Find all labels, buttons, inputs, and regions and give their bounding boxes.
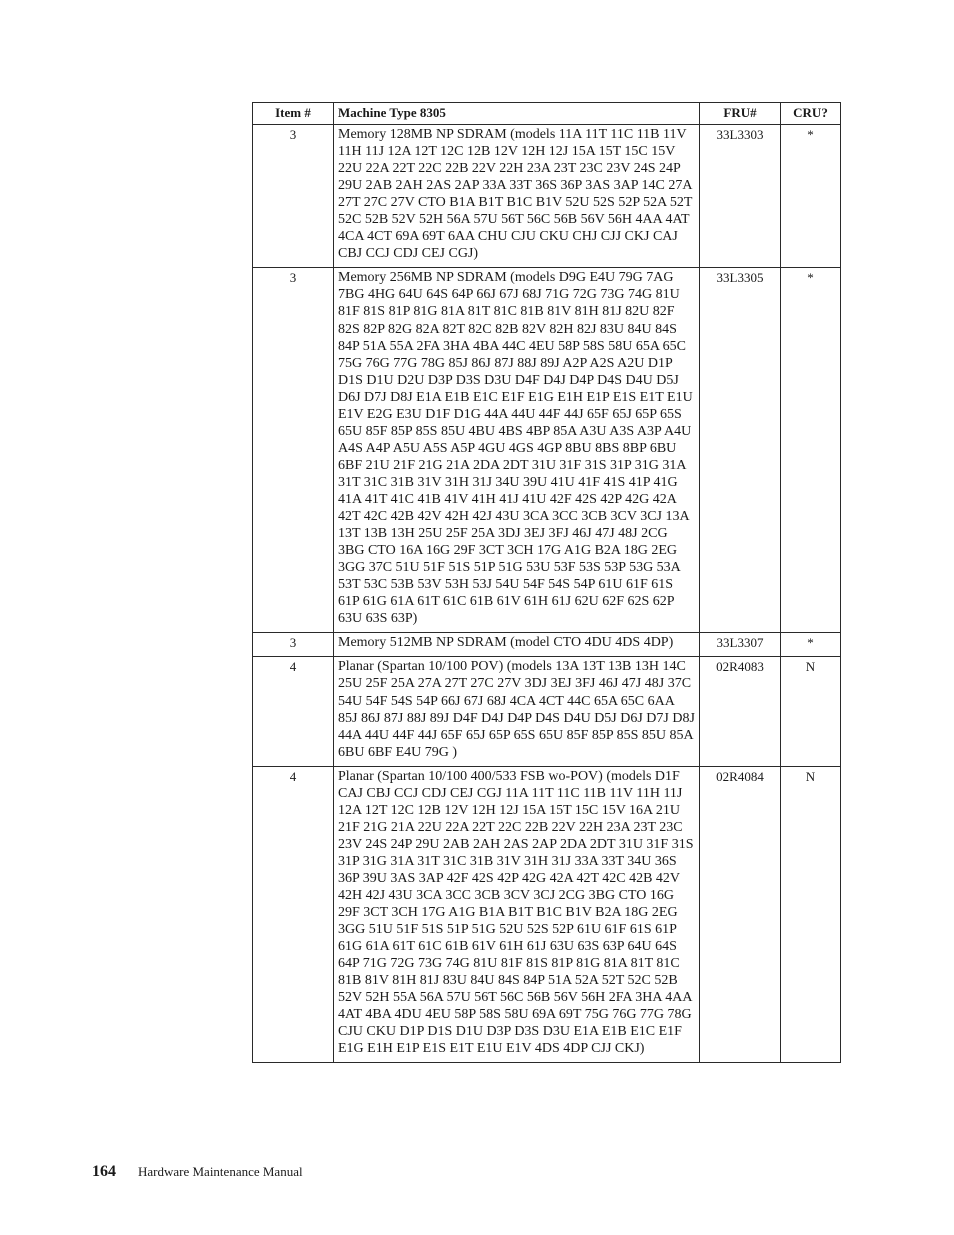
cell-cru: *	[781, 268, 841, 633]
cell-item-number: 3	[253, 268, 334, 633]
cell-item-number: 3	[253, 633, 334, 657]
page-footer	[92, 1163, 303, 1181]
table-row	[253, 766, 841, 1063]
cell-cru: *	[781, 125, 841, 268]
cell-fru-number: 02R4084	[700, 766, 781, 1063]
header-fru-number: FRU#	[700, 103, 781, 125]
page-number: 164	[92, 1163, 116, 1180]
table-row	[253, 657, 841, 766]
cell-description: Memory 128MB NP SDRAM (models 11A 11T 11C 11B 11V 11H 11J 12A 12T 12C 12B 12V 12H 12J 15A 15T 15C 15V 22U 22A 22T 22C 22B 22V 22H 23A 23T 23C 23V 24S 24P 29U 2AB 2AH 2AS 2AP 33A 33T 36S 36P 3AS 3AP 14C 27A 27T 27C 27V CTO B1A B1T B1C B1V 52U 52S 52P 52A 52T 52C 52B 52V 52H 56A 57U 56T 56C 56B 56V 56H 4AA 4AT 4CA 4CT 69A 69T 6AA CHU CJU CKU CHJ CJJ CKJ CAJ CBJ CCJ CDJ CEJ CGJ)	[334, 125, 700, 268]
cell-fru-number: 33L3303	[700, 125, 781, 268]
cell-description: Memory 256MB NP SDRAM (models D9G E4U 79G 7AG 7BG 4HG 64U 64S 64P 66J 67J 68J 71G 72G 73G 74G 81U 81F 81S 81P 81G 81A 81T 81C 81B 81V 81H 81J 82U 82F 82S 82P 82G 82A 82T 82C 82B 82V 82H 82J 83U 84U 84S 84P 51A 55A 2FA 3HA 4BA 44C 4EU 58P 58S 58U 65A 65C 75G 76G 77G 78G 85J 86J 87J 88J 89J A2P A2S A2U D1P D1S D1U D2U D3P D3S D3U D4F D4J D4P D4S D4U D5J D6J D7J D8J E1A E1B E1C E1F E1G E1H E1P E1S E1T E1U E1V E2G E3U D1F D1G 44A 44U 44F 44J 65F 65J 65P 65S 65U 85F 85P 85S 85U 4BU 4BS 4BP 85A A3U A3S A3P A4U A4S A4P A5U A5S A5P 4GU 4GS 4GP 8BU 8BS 8BP 6BU 6BF 21U 21F 21G 21A 2DA 2DT 31U 31F 31S 31P 31G 31A 31T 31C 31B 31V 31H 31J 34U 39U 41U 41F 41S 41P 41G 41A 41T 41C 41B 41V 41H 41J 41U 42F 42S 42P 42G 42A 42T 42C 42B 42V 42H 42J 43U 3CA 3CC 3CB 3CV 3CJ 13A 13T 13B 13H 25U 25F 25A 3DJ 3EJ 3FJ 46J 47J 48J 2CG 3BG CTO 16A 16G 29F 3CT 3CH 17G A1G B2A 18G 2EG 3GG 37C 51U 51F 51S 51P 51G 53U 53F 53S 53P 53G 53A 53T 53C 53B 53V 53H 53J 54U 54F 54S 54P 61U 61F 61S 61P 61G 61A 61T 61C 61B 61V 61H 61J 62U 62F 62S 62P 63U 63S 63P)	[334, 268, 700, 633]
parts-table	[252, 102, 841, 1063]
cell-item-number: 3	[253, 125, 334, 268]
cell-fru-number: 33L3305	[700, 268, 781, 633]
cell-cru: N	[781, 657, 841, 766]
cell-fru-number: 33L3307	[700, 633, 781, 657]
table-row	[253, 125, 841, 268]
header-machine-type: Machine Type 8305	[334, 103, 700, 125]
header-item-number: Item #	[253, 103, 334, 125]
table-header-row	[253, 103, 841, 125]
cell-item-number: 4	[253, 657, 334, 766]
cell-cru: *	[781, 633, 841, 657]
table-row	[253, 268, 841, 633]
cell-description: Planar (Spartan 10/100 POV) (models 13A 13T 13B 13H 14C 25U 25F 25A 27A 27T 27C 27V 3DJ 3EJ 3FJ 46J 47J 48J 37C 54U 54F 54S 54P 66J 67J 68J 4CA 4CT 44C 65A 65C 6AA 85J 86J 87J 88J 89J D4F D4J D4P D4S D4U D5J D6J D7J D8J 44A 44U 44F 44J 65F 65J 65P 65S 65U 85F 85P 85S 85U 85A 6BU 6BF E4U 79G )	[334, 657, 700, 766]
cell-item-number: 4	[253, 766, 334, 1063]
table-row	[253, 633, 841, 657]
cell-description: Memory 512MB NP SDRAM (model CTO 4DU 4DS 4DP)	[334, 633, 700, 657]
cell-fru-number: 02R4083	[700, 657, 781, 766]
document-title: Hardware Maintenance Manual	[138, 1164, 303, 1179]
header-cru: CRU?	[781, 103, 841, 125]
cell-description: Planar (Spartan 10/100 400/533 FSB wo-POV) (models D1F CAJ CBJ CCJ CDJ CEJ CGJ 11A 11T 11C 11B 11V 11H 11J 12A 12T 12C 12B 12V 12H 12J 15A 15T 15C 15V 16A 21U 21F 21G 21A 22U 22A 22T 22C 22B 22V 22H 23A 23T 23C 23V 24S 24P 29U 2AB 2AH 2AS 2AP 2DA 2DT 31U 31F 31S 31P 31G 31A 31T 31C 31B 31V 31H 31J 33A 33T 34U 36S 36P 39U 3AS 3AP 42F 42S 42P 42G 42A 42T 42C 42B 42V 42H 42J 43U 3CA 3CC 3CB 3CV 3CJ 2CG 3BG CTO 16G 29F 3CT 3CH 17G A1G B1A B1T B1C B1V B2A 18G 2EG 3GG 51U 51F 51S 51P 51G 52U 52S 52P 61U 61F 61S 61P 61G 61A 61T 61C 61B 61V 61H 61J 63U 63S 63P 64U 64S 64P 71G 72G 73G 74G 81U 81F 81S 81P 81G 81A 81T 81C 81B 81V 81H 81J 83U 84U 84S 84P 51A 52A 52T 52C 52B 52V 52H 55A 56A 57U 56T 56C 56B 56V 56H 2FA 3HA 4AA 4AT 4BA 4DU 4EU 58P 58S 58U 69A 69T 75G 76G 77G 78G CJU CKU D1P D1S D1U D3P D3S D3U E1A E1B E1C E1F E1G E1H E1P E1S E1T E1U E1V 4DS 4DP CJJ CKJ)	[334, 766, 700, 1063]
cell-cru: N	[781, 766, 841, 1063]
